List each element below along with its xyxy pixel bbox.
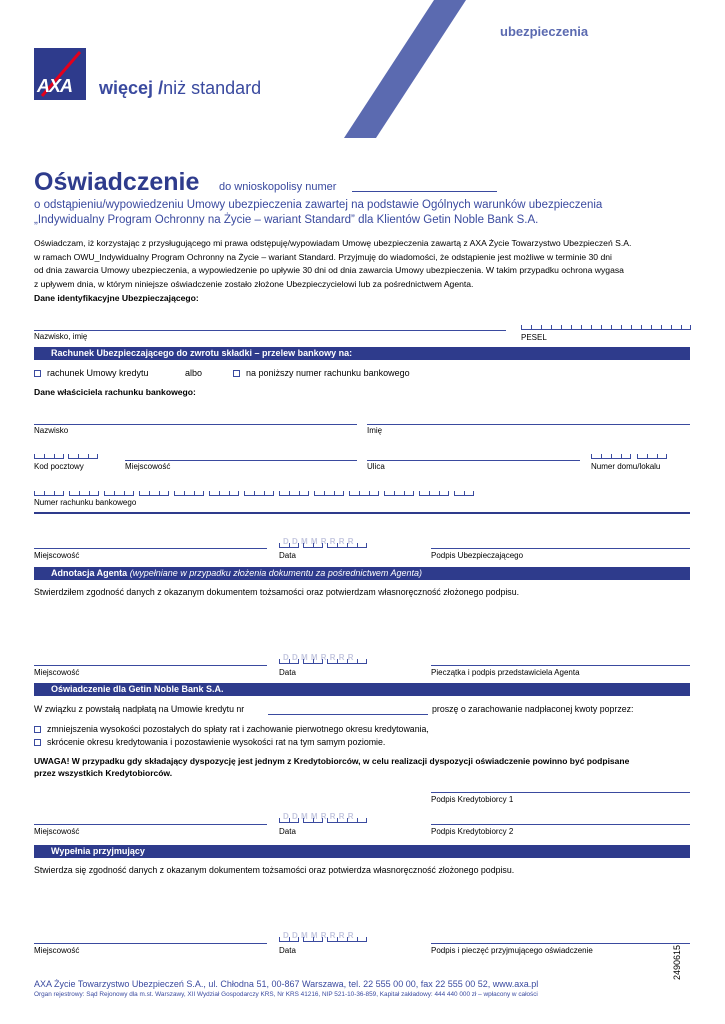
option-credit-account-label: rachunek Umowy kredytu bbox=[47, 368, 149, 378]
option-credit-account-checkbox[interactable] bbox=[34, 370, 41, 377]
sig1-date-label: Data bbox=[279, 551, 296, 560]
bank-statement-b: proszę o zarachowanie nadpłaconej kwoty poprzez: bbox=[432, 704, 634, 714]
slogan-slash: / bbox=[158, 78, 164, 98]
agent-place-label: Miejscowość bbox=[34, 668, 80, 677]
firstname-label: Imię bbox=[367, 426, 383, 435]
logo-text: AXA bbox=[37, 76, 73, 96]
sig1-signature-label: Podpis Ubezpieczającego bbox=[431, 551, 524, 560]
option-bank-account-label: na poniższy numer rachunku bankowego bbox=[246, 368, 410, 378]
sig1-date-field[interactable] bbox=[279, 543, 367, 549]
intro-text bbox=[34, 237, 694, 291]
subtitle-line1: o odstąpieniu/wypowiedzeniu Umowy ubezpieczenia zawartej na podstawie Ogólnych warunków ubezpieczenia bbox=[34, 199, 603, 211]
refund-section-bar: Rachunek Ubezpieczającego do zwrotu składki – przelew bankowy na: bbox=[34, 347, 690, 360]
slogan bbox=[99, 78, 261, 99]
subtitle-line2: „Indywidualny Program Ochronny na Życie – wariant Standard” dla Klientów Getin Noble Bank S.A. bbox=[34, 214, 539, 226]
borrower2-signature-label: Podpis Kredytobiorcy 2 bbox=[431, 827, 514, 836]
city-field[interactable] bbox=[125, 460, 357, 461]
postcode-label: Kod pocztowy bbox=[34, 462, 84, 471]
agent-place-field[interactable] bbox=[34, 665, 267, 666]
sig1-signature-field[interactable] bbox=[431, 548, 690, 549]
house-number-field[interactable] bbox=[591, 454, 667, 460]
policy-number-label: do wnioskopolisy numer bbox=[219, 181, 337, 193]
intro-line1: Oświadczam, iż korzystając z przysługującego mi prawa odstępuję/wypowiadam Umowę ubezpieczenia zawartą z AXA Życie Towarzystwo Ubezpieczeń S.A. bbox=[34, 238, 632, 248]
bank-date-placeholder: D D M M R R R R bbox=[283, 812, 355, 821]
agent-date-field[interactable] bbox=[279, 659, 367, 665]
bank-date-field[interactable] bbox=[279, 818, 367, 824]
borrower2-signature-field[interactable] bbox=[431, 824, 690, 825]
surname-label: Nazwisko bbox=[34, 426, 69, 435]
bank-account-field[interactable] bbox=[34, 491, 479, 497]
shorten-period-label: skrócenie okresu kredytowania i pozostawienie wysokości rat na tym samym poziomie. bbox=[47, 737, 386, 747]
bank-warning-line1: UWAGA! W przypadku gdy składający dyspozycję jest jednym z Kredytobiorców, w celu realizacji dyspozycji oświadczenie powinno być podpisane bbox=[34, 756, 630, 766]
bank-date-label: Data bbox=[279, 827, 296, 836]
slogan-rest: niż standard bbox=[163, 78, 262, 98]
receiver-date-placeholder: D D M M R R R R bbox=[283, 931, 355, 940]
name-field[interactable] bbox=[34, 330, 506, 331]
sig1-date-placeholder: D D M M R R R R bbox=[283, 537, 355, 546]
account-owner-heading: Dane właściciela rachunku bankowego: bbox=[34, 387, 196, 397]
name-label: Nazwisko, imię bbox=[34, 332, 88, 341]
agent-date-label: Data bbox=[279, 668, 296, 677]
agent-signature-label: Pieczątka i podpis przedstawiciela Agenta bbox=[431, 668, 580, 677]
option-bank-account-checkbox[interactable] bbox=[233, 370, 240, 377]
agent-date-placeholder: D D M M R R R R bbox=[283, 653, 355, 662]
reduce-installments-checkbox[interactable] bbox=[34, 726, 41, 733]
pesel-field[interactable] bbox=[521, 325, 691, 331]
agent-section-bar bbox=[34, 567, 690, 580]
sig1-place-field[interactable] bbox=[34, 548, 267, 549]
bank-statement-a: W związku z powstałą nadpłatą na Umowie kredytu nr bbox=[34, 704, 245, 714]
receiver-place-field[interactable] bbox=[34, 943, 267, 944]
borrower1-signature-label: Podpis Kredytobiorcy 1 bbox=[431, 795, 514, 804]
firstname-field[interactable] bbox=[367, 424, 690, 425]
section-divider bbox=[34, 512, 690, 514]
axa-logo bbox=[34, 48, 86, 100]
reduce-installments-label: zmniejszenia wysokości pozostałych do spłaty rat i zachowanie pierwotnego okresu kredytowania, bbox=[47, 724, 429, 734]
intro-line3: od dnia zawarcia Umowy ubezpieczenia, a wypowiedzenie po upływie 30 dni od dnia zawarcia Umowy ubezpieczenia. W takim przypadku ochrona wygasa bbox=[34, 265, 624, 275]
bank-warning bbox=[34, 755, 629, 779]
receiver-place-label: Miejscowość bbox=[34, 946, 80, 955]
sig1-place-label: Miejscowość bbox=[34, 551, 80, 560]
city-label: Miejscowość bbox=[125, 462, 171, 471]
bank-place-field[interactable] bbox=[34, 824, 267, 825]
house-number-label: Numer domu/lokalu bbox=[591, 462, 661, 471]
street-field[interactable] bbox=[367, 460, 580, 461]
insured-data-heading: Dane identyfikacyjne Ubezpieczającego: bbox=[34, 293, 199, 303]
intro-line4: z upływem dnia, w którym niniejsze oświadczenie zostało złożone Ubezpieczycielowi lub za pośrednictwem Agenta. bbox=[34, 278, 474, 289]
borrower1-signature-field[interactable] bbox=[431, 792, 690, 793]
footer-registry: Organ rejestrowy: Sąd Rejonowy dla m.st. Warszawy, XII Wydział Gospodarczy KRS, Nr KRS 41216, NIP 521-10-36-859, Kapitał zakładowy: 444 440 000 zł – wpłacony w całości bbox=[34, 991, 538, 998]
agent-statement: Stwierdziłem zgodność danych z okazanym dokumentem tożsamości oraz potwierdzam własnoręczność złożonego podpisu. bbox=[34, 587, 520, 597]
slogan-bold: więcej bbox=[99, 78, 154, 98]
receiver-section-bar: Wypełnia przyjmujący bbox=[34, 845, 690, 858]
street-label: Ulica bbox=[367, 462, 385, 471]
credit-agreement-number-field[interactable] bbox=[268, 714, 428, 715]
pesel-label: PESEL bbox=[521, 333, 547, 342]
receiver-date-field[interactable] bbox=[279, 937, 367, 943]
receiver-signature-label: Podpis i pieczęć przyjmującego oświadczenie bbox=[431, 946, 593, 955]
agent-bar-note: (wypełniane w przypadku złożenia dokumentu za pośrednictwem Agenta) bbox=[129, 568, 423, 578]
shorten-period-checkbox[interactable] bbox=[34, 739, 41, 746]
agent-signature-field[interactable] bbox=[431, 665, 690, 666]
or-label: albo bbox=[185, 368, 203, 378]
bank-warning-line2: przez wszystkich Kredytobiorców. bbox=[34, 768, 173, 778]
bank-place-label: Miejscowość bbox=[34, 827, 80, 836]
page-title: Oświadczenie bbox=[34, 168, 200, 196]
receiver-date-label: Data bbox=[279, 946, 296, 955]
category-label: ubezpieczenia bbox=[500, 24, 589, 39]
decorative-stripe bbox=[340, 0, 470, 140]
bank-account-label: Numer rachunku bankowego bbox=[34, 498, 137, 507]
bank-section-bar: Oświadczenie dla Getin Noble Bank S.A. bbox=[34, 683, 690, 696]
surname-field[interactable] bbox=[34, 424, 357, 425]
intro-line2: w ramach OWU_Indywidualny Program Ochronny na Życie – wariant Standard. Przyjmuję do wiadomości, że odstąpienie jest możliwe w terminie 30 dni bbox=[34, 251, 612, 262]
receiver-signature-field[interactable] bbox=[431, 943, 690, 944]
policy-number-field[interactable] bbox=[352, 191, 497, 192]
footer-company: AXA Życie Towarzystwo Ubezpieczeń S.A., ul. Chłodna 51, 00-867 Warszawa, tel. 22 555 00 00, fax 22 555 00 52, www.axa.pl bbox=[34, 979, 539, 989]
receiver-statement: Stwierdza się zgodność danych z okazanym dokumentem tożsamości oraz potwierdza własnoręczność złożonego podpisu. bbox=[34, 865, 515, 875]
agent-bar-title: Adnotacja Agenta bbox=[51, 568, 128, 578]
document-code: 2490615 bbox=[672, 944, 682, 980]
postcode-field[interactable] bbox=[34, 454, 98, 460]
